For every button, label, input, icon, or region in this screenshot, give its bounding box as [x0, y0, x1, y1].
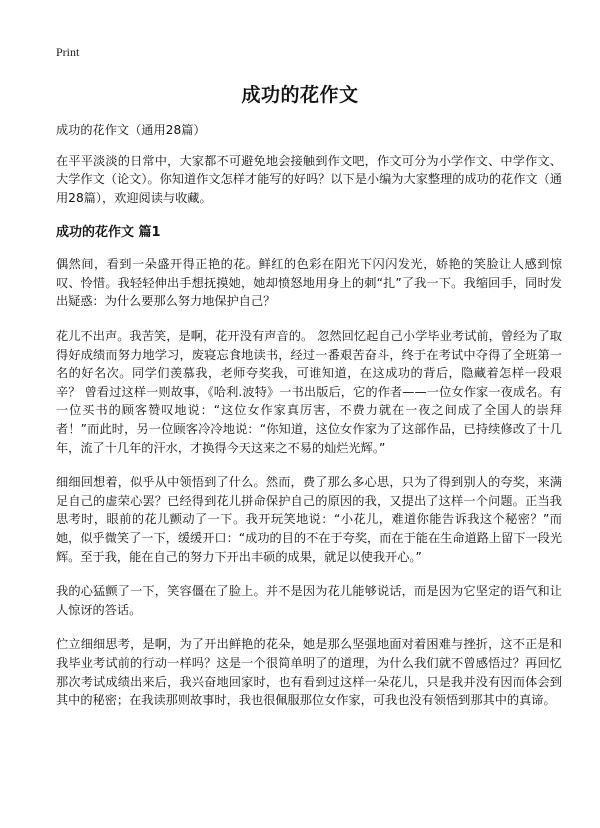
section-heading: 成功的花作文 篇1 [56, 225, 161, 241]
document-subtitle: 成功的花作文（通用28篇） [56, 123, 206, 137]
body-paragraph-5: 伫立细细思考，是啊，为了开出鲜艳的花朵，她是那么坚强地面对着困难与挫折，这不正是和我毕业考试前的行动一样吗？这是一个很简单明了的道理，为什么我们就不曾感悟过？再回忆那次考试成绩出来后，我兴奋地回家时，也有看到过这样一朵花儿，只是我并没有因而体会到其中的秘密；在我读那则故事时，我也很佩服那位女作家，可我也没有领悟到那其中的真谛。 [56, 637, 562, 708]
body-paragraph-4: 我的心猛颤了一下，笑容僵在了脸上。并不是因为花儿能够说话，而是因为它坚定的语气和让人惊讶的答话。 [56, 584, 562, 617]
document-body [56, 121, 562, 726]
page-title: 成功的花作文 [241, 84, 359, 106]
intro-paragraph: 在平平淡淡的日常中，大家都不可避免地会接触到作文吧，作文可分为小学作文、中学作文、大学作文（论文）。你知道作文怎样才能写的好吗？以下是小编为大家整理的成功的花作文（通用28篇），欢迎阅读与收藏。 [56, 154, 562, 205]
body-paragraph-1: 偶然间，看到一朵盛开得正艳的花。鲜红的色彩在阳光下闪闪发光，娇艳的笑脸让人感到惊叹、怜惜。我轻轻伸出手想抚摸她，她却愤怒地用身上的刺“扎”了我一下。我缩回手，同时发出疑惑：为什么要那么努力地保护自己？ [56, 257, 562, 309]
body-paragraph-3: 细细回想着，似乎从中领悟到了什么。然而，费了那么多心思，只为了得到别人的夸奖，来满足自己的虚荣心罢？已经得到花儿拼命保护自己的原因的我，又提出了这样一个问题。正当我思考时，眼前的花儿颤动了一下。我开玩笑地说：“小花儿，难道你能告诉我这个秘密？”而她，似乎微笑了一下，缓缓开口：“成功的目的不在于夸奖，而在于能在生命道路上留下一段光辉。至于我，能在自己的努力下开出丰硕的成果，就足以使我开心。” [56, 475, 563, 564]
print-label: Print [56, 45, 80, 59]
body-paragraph-2: 花儿不出声。我苦笑，是啊，花开没有声音的。 忽然回忆起自己小学毕业考试前，曾经为了取得好成绩而努力地学习，废寝忘食地读书，经过一番艰苦奋斗，终于在考试中夺得了全班第一名的好名次。同学们羡慕我，老师夸奖我，可谁知道，在这成功的背后，隐藏着怎样一段艰辛？ 曾看过这样一则故事，《哈利.波特》一书出版后，它的作者——一位女作家一夜成名。有一位买书的顾客赞叹地说：“这位女作家真厉害，不费力就在一夜之间成了全国人的崇拜者！”而此时，另一位顾客冷冷地说：“你知道，这位女作家为了这部作品，已持续修改了十几年，流了十几年的汗水，才换得今天这来之不易的灿烂光辉。” [56, 329, 562, 455]
